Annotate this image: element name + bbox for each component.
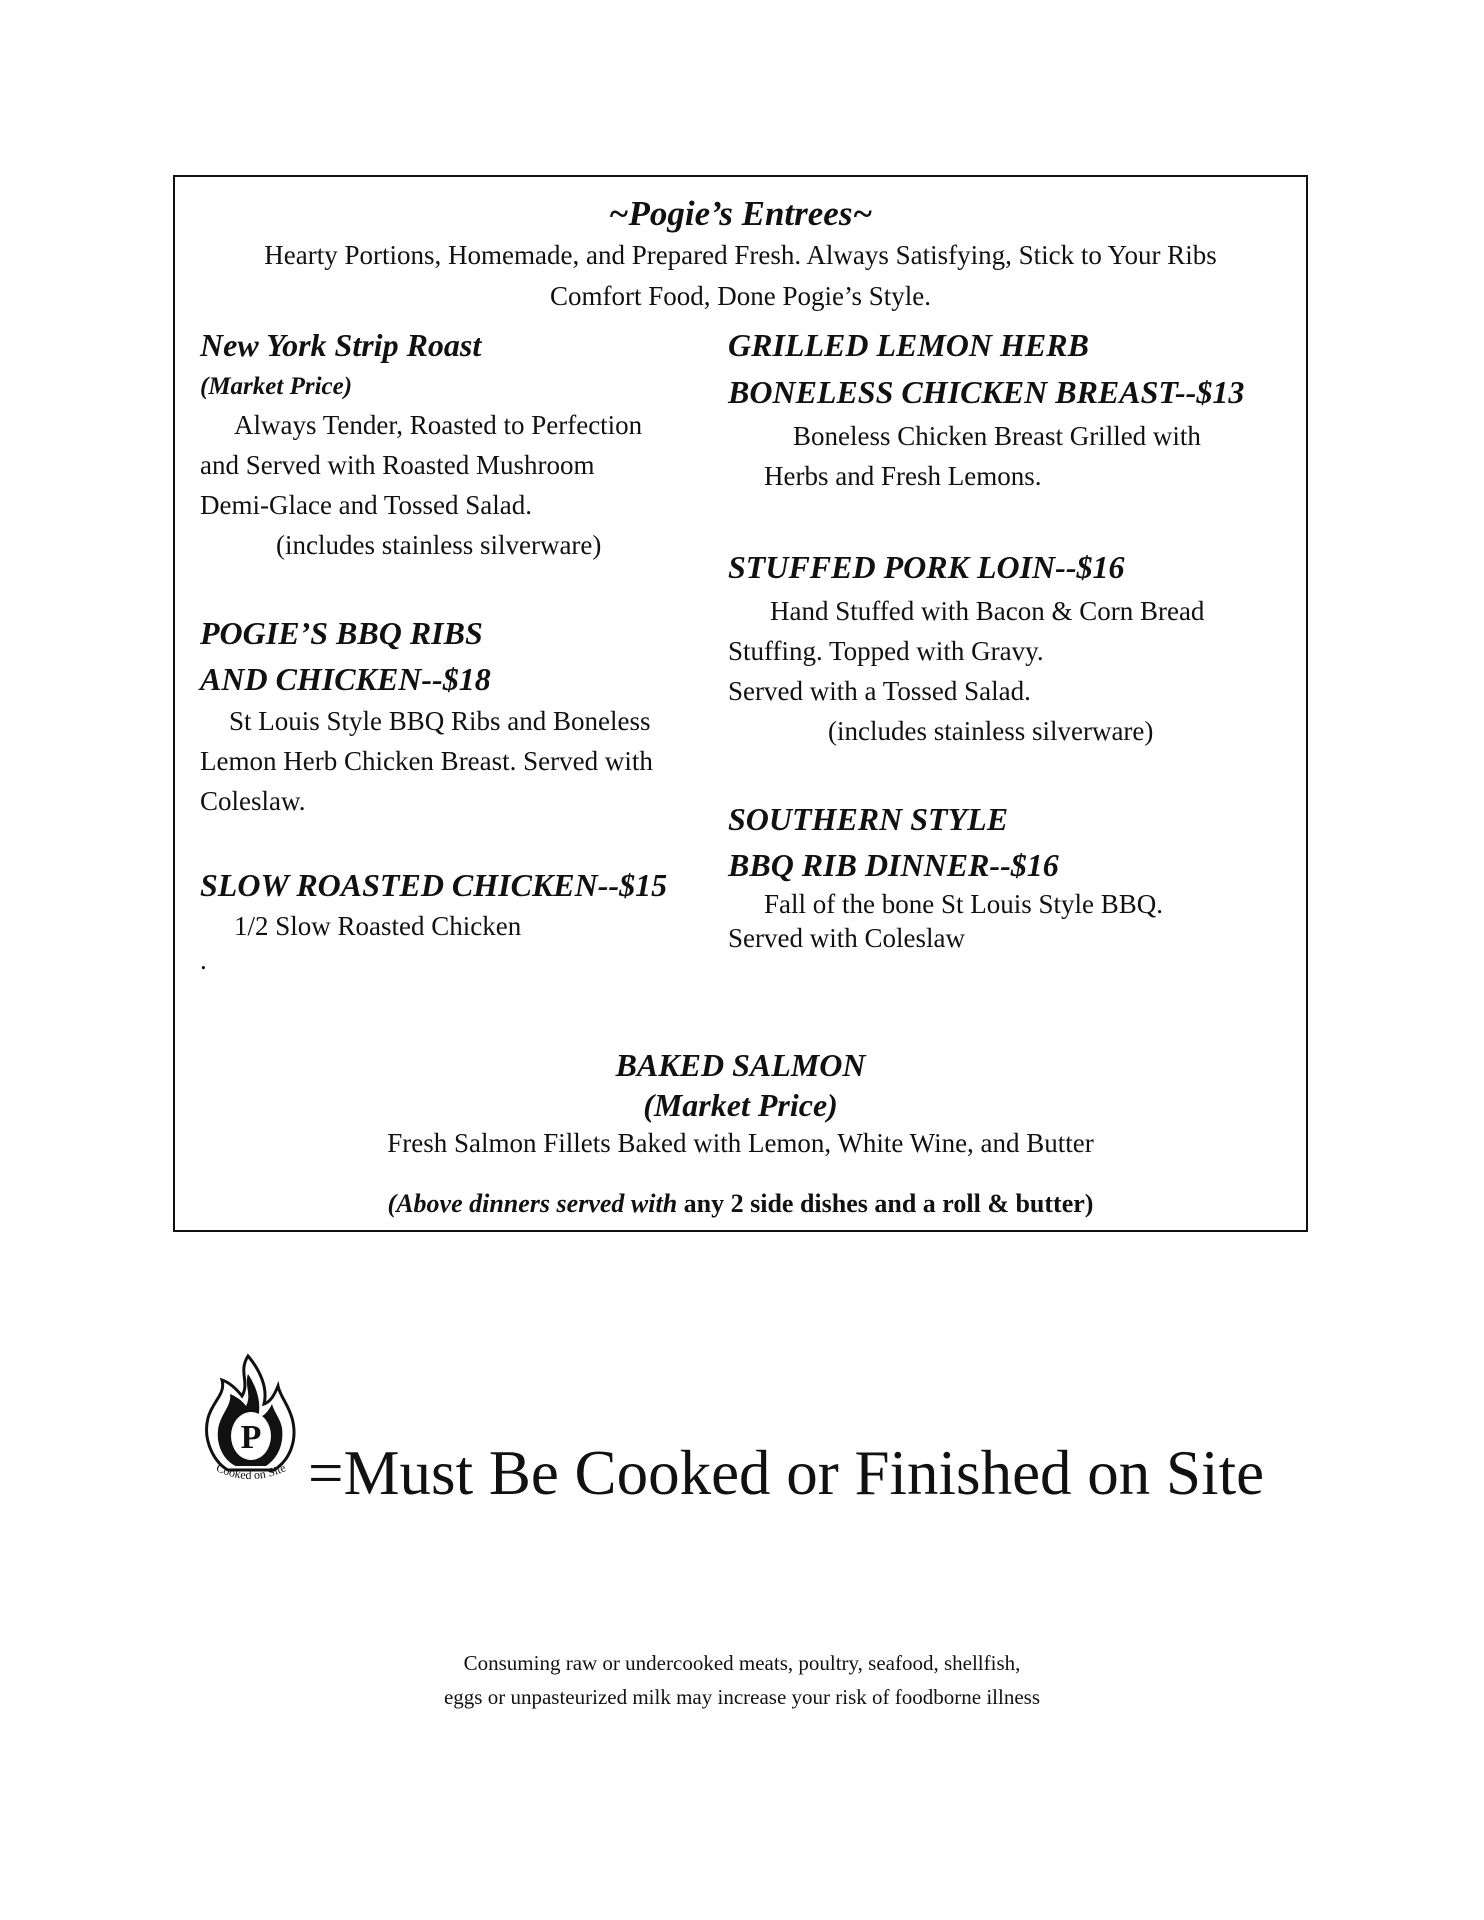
menu-item-southern-bbq-rib bbox=[728, 796, 1288, 955]
item-price: (Market Price) bbox=[200, 373, 353, 400]
item-name: GRILLED LEMON HERB bbox=[728, 327, 1089, 363]
item-name: New York Strip Roast bbox=[200, 327, 482, 363]
item-name: STUFFED PORK LOIN--$16 bbox=[728, 549, 1125, 585]
desc-line: Coleslaw. bbox=[200, 786, 306, 816]
menu-item-stuffed-pork-loin bbox=[728, 544, 1288, 751]
item-description bbox=[200, 405, 705, 565]
desc-line: (includes stainless silverware) bbox=[828, 716, 1154, 746]
disclaimer-line: Consuming raw or undercooked meats, poultry, seafood, shellfish, bbox=[463, 1651, 1021, 1675]
desc-line: Always Tender, Roasted to Perfection bbox=[234, 410, 643, 440]
desc-line: Herbs and Fresh Lemons. bbox=[764, 461, 1042, 491]
desc-line: . bbox=[200, 945, 207, 975]
disclaimer-line: eggs or unpasteurized milk may increase your risk of foodborne illness bbox=[443, 1685, 1040, 1709]
desc-line: Served with a Tossed Salad. bbox=[728, 676, 1031, 706]
menu-title: ~Pogie’s Entrees~ bbox=[608, 194, 873, 233]
subtitle-line: Comfort Food, Done Pogie’s Style. bbox=[549, 281, 931, 311]
menu-item-bbq-ribs-chicken bbox=[200, 610, 705, 821]
desc-line: Demi-Glace and Tossed Salad. bbox=[200, 490, 533, 520]
legend-text: =Must Be Cooked or Finished on Site bbox=[308, 1438, 1265, 1508]
desc-line: St Louis Style BBQ Ribs and Boneless bbox=[229, 706, 651, 736]
item-name: AND CHICKEN--$18 bbox=[200, 661, 491, 697]
menu-subtitle bbox=[175, 235, 1306, 317]
item-description bbox=[200, 701, 705, 821]
desc-line: 1/2 Slow Roasted Chicken bbox=[234, 911, 522, 941]
menu-item-baked-salmon bbox=[175, 1045, 1306, 1161]
subtitle-line: Hearty Portions, Homemade, and Prepared Fresh. Always Satisfying, Stick to Your Ribs bbox=[264, 240, 1217, 270]
item-description bbox=[728, 416, 1288, 496]
menu-item-lemon-herb-chicken bbox=[728, 322, 1288, 496]
served-note-bold: any 2 side dishes and a roll & butter) bbox=[677, 1189, 1094, 1218]
menu-item-slow-roasted-chicken bbox=[200, 862, 705, 977]
logo-caption: Cooked on Site bbox=[214, 1460, 288, 1483]
item-name: SOUTHERN STYLE bbox=[728, 801, 1009, 837]
served-note-italic: (Above dinners served with bbox=[387, 1189, 678, 1218]
menu-item-ny-strip bbox=[200, 322, 705, 565]
desc-line: Hand Stuffed with Bacon & Corn Bread bbox=[770, 596, 1205, 626]
item-description: Fresh Salmon Fillets Baked with Lemon, White Wine, and Butter bbox=[387, 1128, 1094, 1158]
desc-line: (includes stainless silverware) bbox=[276, 530, 602, 560]
item-description bbox=[728, 887, 1288, 955]
health-disclaimer bbox=[0, 1646, 1484, 1714]
desc-line: and Served with Roasted Mushroom bbox=[200, 450, 595, 480]
desc-line: Lemon Herb Chicken Breast. Served with bbox=[200, 746, 653, 776]
item-name: SLOW ROASTED CHICKEN--$15 bbox=[200, 867, 668, 903]
item-description bbox=[728, 591, 1288, 751]
item-name: POGIE’S BBQ RIBS bbox=[200, 615, 483, 651]
served-with-note bbox=[175, 1187, 1306, 1221]
desc-line: Boneless Chicken Breast Grilled with bbox=[793, 421, 1201, 451]
item-name: BONELESS CHICKEN BREAST--$13 bbox=[728, 374, 1245, 410]
desc-line: Served with Coleslaw bbox=[728, 923, 965, 953]
item-price: (Market Price) bbox=[643, 1087, 838, 1123]
item-name: BAKED SALMON bbox=[615, 1047, 866, 1083]
desc-line: Stuffing. Topped with Gravy. bbox=[728, 636, 1044, 666]
logo-letter: P bbox=[240, 1419, 262, 1456]
desc-line: Fall of the bone St Louis Style BBQ. bbox=[764, 889, 1164, 919]
cooked-on-site-logo bbox=[198, 1352, 304, 1492]
flame-icon bbox=[198, 1352, 304, 1492]
item-name: BBQ RIB DINNER--$16 bbox=[728, 847, 1059, 883]
entrees-menu-box bbox=[173, 175, 1308, 1232]
item-description bbox=[200, 909, 705, 977]
